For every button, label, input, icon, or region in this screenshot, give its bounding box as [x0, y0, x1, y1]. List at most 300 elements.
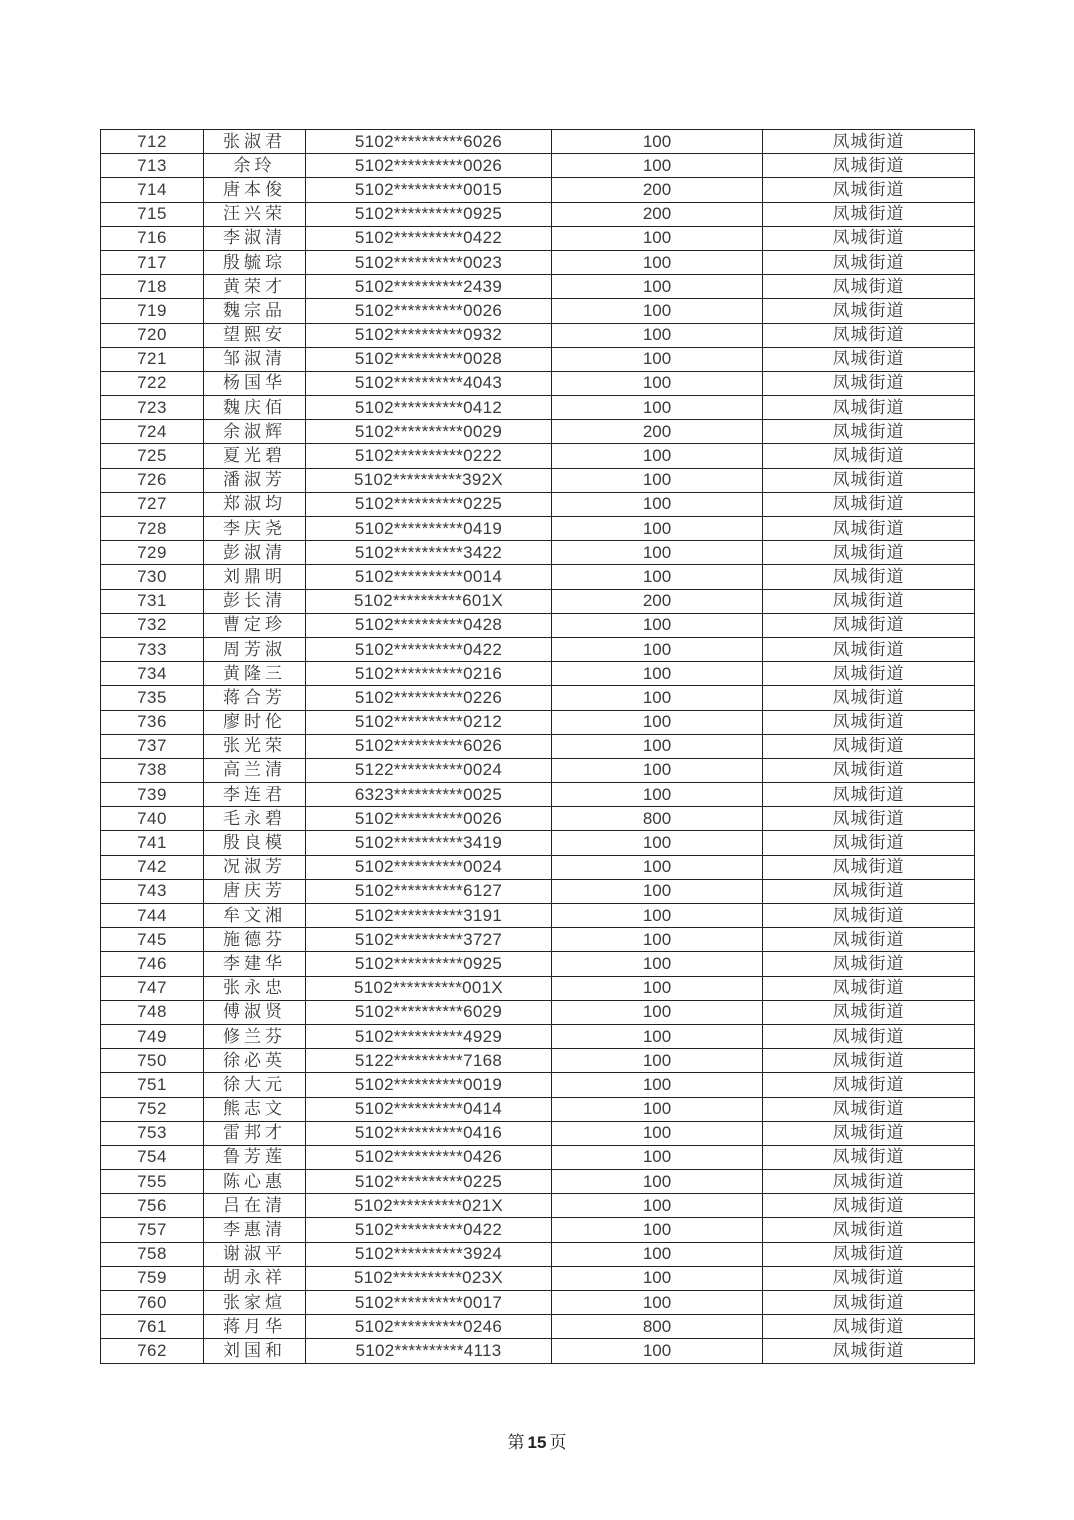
amount-cell: 100	[552, 299, 763, 323]
street-cell: 凤城街道	[763, 541, 975, 565]
name-cell: 况淑芳	[204, 855, 306, 879]
street-cell: 凤城街道	[763, 1315, 975, 1339]
id-number-cell: 5102**********0026	[306, 807, 552, 831]
row-number-cell: 746	[101, 952, 204, 976]
row-number-cell: 748	[101, 1000, 204, 1024]
amount-cell: 100	[552, 928, 763, 952]
id-number-cell: 5102**********3191	[306, 904, 552, 928]
amount-cell: 800	[552, 1315, 763, 1339]
name-cell: 郑淑均	[204, 492, 306, 516]
name-cell: 张淑君	[204, 130, 306, 154]
name-cell: 蒋月华	[204, 1315, 306, 1339]
table-row	[101, 904, 975, 928]
row-number-cell: 731	[101, 589, 204, 613]
amount-cell: 100	[552, 541, 763, 565]
id-number-cell: 5102**********0925	[306, 952, 552, 976]
table-row	[101, 807, 975, 831]
id-number-cell: 5102**********3419	[306, 831, 552, 855]
row-number-cell: 738	[101, 758, 204, 782]
id-number-cell: 5102**********0225	[306, 492, 552, 516]
id-number-cell: 5102**********0426	[306, 1145, 552, 1169]
id-number-cell: 5102**********0015	[306, 178, 552, 202]
amount-cell: 100	[552, 710, 763, 734]
id-number-cell: 5102**********6026	[306, 734, 552, 758]
amount-cell: 100	[552, 226, 763, 250]
name-cell: 徐大元	[204, 1073, 306, 1097]
amount-cell: 100	[552, 879, 763, 903]
street-cell: 凤城街道	[763, 1170, 975, 1194]
page-footer-prefix: 第	[507, 1433, 525, 1453]
amount-cell: 100	[552, 855, 763, 879]
name-cell: 周芳淑	[204, 637, 306, 661]
street-cell: 凤城街道	[763, 299, 975, 323]
table-row	[101, 1339, 975, 1363]
row-number-cell: 715	[101, 202, 204, 226]
amount-cell: 100	[552, 783, 763, 807]
table-row	[101, 1000, 975, 1024]
page-footer-suffix: 页	[549, 1433, 567, 1453]
row-number-cell: 717	[101, 250, 204, 274]
street-cell: 凤城街道	[763, 178, 975, 202]
amount-cell: 100	[552, 1339, 763, 1363]
id-number-cell: 5102**********392X	[306, 468, 552, 492]
id-number-cell: 5102**********0017	[306, 1291, 552, 1315]
amount-cell: 100	[552, 1024, 763, 1048]
id-number-cell: 5102**********6127	[306, 879, 552, 903]
street-cell: 凤城街道	[763, 879, 975, 903]
id-number-cell: 5102**********023X	[306, 1266, 552, 1290]
street-cell: 凤城街道	[763, 226, 975, 250]
name-cell: 鲁芳莲	[204, 1145, 306, 1169]
table-row	[101, 178, 975, 202]
amount-cell: 100	[552, 371, 763, 395]
row-number-cell: 722	[101, 371, 204, 395]
table-row	[101, 1049, 975, 1073]
row-number-cell: 718	[101, 275, 204, 299]
street-cell: 凤城街道	[763, 589, 975, 613]
id-number-cell: 5102**********0216	[306, 662, 552, 686]
row-number-cell: 714	[101, 178, 204, 202]
row-number-cell: 742	[101, 855, 204, 879]
table-row	[101, 565, 975, 589]
row-number-cell: 739	[101, 783, 204, 807]
amount-cell: 100	[552, 468, 763, 492]
table-row	[101, 468, 975, 492]
table-row	[101, 202, 975, 226]
name-cell: 邹淑清	[204, 347, 306, 371]
table-row	[101, 928, 975, 952]
street-cell: 凤城街道	[763, 1073, 975, 1097]
name-cell: 施德芬	[204, 928, 306, 952]
row-number-cell: 740	[101, 807, 204, 831]
table-row	[101, 710, 975, 734]
id-number-cell: 5102**********0026	[306, 299, 552, 323]
table-row	[101, 250, 975, 274]
table-row	[101, 492, 975, 516]
table-row	[101, 517, 975, 541]
id-number-cell: 5102**********4043	[306, 371, 552, 395]
table-row	[101, 783, 975, 807]
street-cell: 凤城街道	[763, 1049, 975, 1073]
name-cell: 吕在清	[204, 1194, 306, 1218]
row-number-cell: 759	[101, 1266, 204, 1290]
table-row	[101, 831, 975, 855]
table-row	[101, 226, 975, 250]
street-cell: 凤城街道	[763, 275, 975, 299]
page-number: 15	[527, 1433, 547, 1452]
row-number-cell: 744	[101, 904, 204, 928]
id-number-cell: 5102**********0026	[306, 154, 552, 178]
amount-cell: 100	[552, 492, 763, 516]
street-cell: 凤城街道	[763, 347, 975, 371]
name-cell: 李庆尧	[204, 517, 306, 541]
row-number-cell: 733	[101, 637, 204, 661]
street-cell: 凤城街道	[763, 1145, 975, 1169]
street-cell: 凤城街道	[763, 468, 975, 492]
name-cell: 徐必英	[204, 1049, 306, 1073]
id-number-cell: 5102**********2439	[306, 275, 552, 299]
name-cell: 张永忠	[204, 976, 306, 1000]
row-number-cell: 724	[101, 420, 204, 444]
row-number-cell: 736	[101, 710, 204, 734]
table-row	[101, 130, 975, 154]
street-cell: 凤城街道	[763, 686, 975, 710]
amount-cell: 100	[552, 1049, 763, 1073]
street-cell: 凤城街道	[763, 130, 975, 154]
id-number-cell: 5102**********0246	[306, 1315, 552, 1339]
id-number-cell: 5102**********601X	[306, 589, 552, 613]
table-row	[101, 613, 975, 637]
amount-cell: 100	[552, 517, 763, 541]
id-number-cell: 5102**********4113	[306, 1339, 552, 1363]
table-row	[101, 154, 975, 178]
street-cell: 凤城街道	[763, 904, 975, 928]
table-row	[101, 1266, 975, 1290]
amount-cell: 100	[552, 1291, 763, 1315]
name-cell: 唐本俊	[204, 178, 306, 202]
table-row	[101, 1315, 975, 1339]
row-number-cell: 716	[101, 226, 204, 250]
row-number-cell: 735	[101, 686, 204, 710]
row-number-cell: 750	[101, 1049, 204, 1073]
id-number-cell: 5102**********6029	[306, 1000, 552, 1024]
amount-cell: 100	[552, 613, 763, 637]
id-number-cell: 5102**********3924	[306, 1242, 552, 1266]
row-number-cell: 728	[101, 517, 204, 541]
table-row	[101, 1194, 975, 1218]
amount-cell: 100	[552, 1266, 763, 1290]
row-number-cell: 719	[101, 299, 204, 323]
street-cell: 凤城街道	[763, 371, 975, 395]
name-cell: 高兰清	[204, 758, 306, 782]
id-number-cell: 5102**********0019	[306, 1073, 552, 1097]
id-number-cell: 5102**********3727	[306, 928, 552, 952]
id-number-cell: 5102**********0222	[306, 444, 552, 468]
table-row	[101, 1291, 975, 1315]
id-number-cell: 5102**********0024	[306, 855, 552, 879]
table-row	[101, 686, 975, 710]
name-cell: 黄荣才	[204, 275, 306, 299]
street-cell: 凤城街道	[763, 783, 975, 807]
row-number-cell: 743	[101, 879, 204, 903]
table-row	[101, 1121, 975, 1145]
table-row	[101, 420, 975, 444]
id-number-cell: 5122**********0024	[306, 758, 552, 782]
name-cell: 李连君	[204, 783, 306, 807]
amount-cell: 100	[552, 976, 763, 1000]
name-cell: 李惠清	[204, 1218, 306, 1242]
row-number-cell: 745	[101, 928, 204, 952]
name-cell: 刘鼎明	[204, 565, 306, 589]
table-row	[101, 444, 975, 468]
id-number-cell: 5102**********0226	[306, 686, 552, 710]
table-body	[101, 130, 975, 1364]
name-cell: 傅淑贤	[204, 1000, 306, 1024]
table-row	[101, 347, 975, 371]
amount-cell: 200	[552, 202, 763, 226]
amount-cell: 100	[552, 275, 763, 299]
beneficiary-table	[100, 129, 975, 1364]
name-cell: 胡永祥	[204, 1266, 306, 1290]
table-row	[101, 299, 975, 323]
row-number-cell: 752	[101, 1097, 204, 1121]
table-row	[101, 396, 975, 420]
table-row	[101, 758, 975, 782]
id-number-cell: 5102**********0212	[306, 710, 552, 734]
name-cell: 魏宗品	[204, 299, 306, 323]
amount-cell: 100	[552, 1145, 763, 1169]
amount-cell: 100	[552, 952, 763, 976]
name-cell: 熊志文	[204, 1097, 306, 1121]
id-number-cell: 5102**********001X	[306, 976, 552, 1000]
street-cell: 凤城街道	[763, 1024, 975, 1048]
name-cell: 彭长清	[204, 589, 306, 613]
street-cell: 凤城街道	[763, 952, 975, 976]
amount-cell: 100	[552, 1000, 763, 1024]
id-number-cell: 5102**********0414	[306, 1097, 552, 1121]
row-number-cell: 756	[101, 1194, 204, 1218]
name-cell: 张家煊	[204, 1291, 306, 1315]
id-number-cell: 5102**********4929	[306, 1024, 552, 1048]
street-cell: 凤城街道	[763, 976, 975, 1000]
street-cell: 凤城街道	[763, 565, 975, 589]
street-cell: 凤城街道	[763, 420, 975, 444]
row-number-cell: 712	[101, 130, 204, 154]
id-number-cell: 5102**********0023	[306, 250, 552, 274]
id-number-cell: 5102**********0225	[306, 1170, 552, 1194]
name-cell: 陈心惠	[204, 1170, 306, 1194]
street-cell: 凤城街道	[763, 517, 975, 541]
name-cell: 杨国华	[204, 371, 306, 395]
row-number-cell: 762	[101, 1339, 204, 1363]
amount-cell: 100	[552, 1073, 763, 1097]
row-number-cell: 747	[101, 976, 204, 1000]
row-number-cell: 761	[101, 1315, 204, 1339]
name-cell: 夏光碧	[204, 444, 306, 468]
street-cell: 凤城街道	[763, 202, 975, 226]
name-cell: 余玲	[204, 154, 306, 178]
amount-cell: 100	[552, 323, 763, 347]
amount-cell: 100	[552, 1097, 763, 1121]
street-cell: 凤城街道	[763, 831, 975, 855]
name-cell: 彭淑清	[204, 541, 306, 565]
name-cell: 张光荣	[204, 734, 306, 758]
row-number-cell: 754	[101, 1145, 204, 1169]
amount-cell: 100	[552, 1170, 763, 1194]
name-cell: 黄隆三	[204, 662, 306, 686]
street-cell: 凤城街道	[763, 1194, 975, 1218]
id-number-cell: 5102**********0428	[306, 613, 552, 637]
name-cell: 望熙安	[204, 323, 306, 347]
id-number-cell: 5102**********0028	[306, 347, 552, 371]
amount-cell: 100	[552, 130, 763, 154]
table-row	[101, 1097, 975, 1121]
street-cell: 凤城街道	[763, 1291, 975, 1315]
street-cell: 凤城街道	[763, 662, 975, 686]
amount-cell: 100	[552, 662, 763, 686]
row-number-cell: 721	[101, 347, 204, 371]
amount-cell: 100	[552, 154, 763, 178]
id-number-cell: 5102**********0925	[306, 202, 552, 226]
name-cell: 李建华	[204, 952, 306, 976]
name-cell: 余淑辉	[204, 420, 306, 444]
row-number-cell: 720	[101, 323, 204, 347]
row-number-cell: 727	[101, 492, 204, 516]
table-row	[101, 879, 975, 903]
street-cell: 凤城街道	[763, 928, 975, 952]
table-row	[101, 1024, 975, 1048]
amount-cell: 100	[552, 1121, 763, 1145]
amount-cell: 100	[552, 1218, 763, 1242]
amount-cell: 100	[552, 637, 763, 661]
amount-cell: 100	[552, 831, 763, 855]
page-footer	[0, 1428, 1074, 1453]
name-cell: 殷良模	[204, 831, 306, 855]
id-number-cell: 6323**********0025	[306, 783, 552, 807]
amount-cell: 100	[552, 1242, 763, 1266]
name-cell: 修兰芬	[204, 1024, 306, 1048]
amount-cell: 100	[552, 1194, 763, 1218]
street-cell: 凤城街道	[763, 1000, 975, 1024]
street-cell: 凤城街道	[763, 1242, 975, 1266]
amount-cell: 100	[552, 444, 763, 468]
row-number-cell: 713	[101, 154, 204, 178]
street-cell: 凤城街道	[763, 444, 975, 468]
street-cell: 凤城街道	[763, 1121, 975, 1145]
street-cell: 凤城街道	[763, 613, 975, 637]
street-cell: 凤城街道	[763, 154, 975, 178]
table-row	[101, 855, 975, 879]
table-row	[101, 1218, 975, 1242]
row-number-cell: 732	[101, 613, 204, 637]
name-cell: 廖时伦	[204, 710, 306, 734]
id-number-cell: 5102**********021X	[306, 1194, 552, 1218]
row-number-cell: 723	[101, 396, 204, 420]
row-number-cell: 758	[101, 1242, 204, 1266]
street-cell: 凤城街道	[763, 1266, 975, 1290]
amount-cell: 200	[552, 589, 763, 613]
table-row	[101, 371, 975, 395]
name-cell: 牟文湘	[204, 904, 306, 928]
amount-cell: 100	[552, 686, 763, 710]
name-cell: 刘国和	[204, 1339, 306, 1363]
table-row	[101, 976, 975, 1000]
street-cell: 凤城街道	[763, 323, 975, 347]
table-row	[101, 1170, 975, 1194]
row-number-cell: 749	[101, 1024, 204, 1048]
table-row	[101, 275, 975, 299]
table-row	[101, 1242, 975, 1266]
row-number-cell: 760	[101, 1291, 204, 1315]
street-cell: 凤城街道	[763, 1339, 975, 1363]
id-number-cell: 5102**********0422	[306, 1218, 552, 1242]
name-cell: 汪兴荣	[204, 202, 306, 226]
name-cell: 曹定珍	[204, 613, 306, 637]
name-cell: 魏庆佰	[204, 396, 306, 420]
id-number-cell: 5102**********0419	[306, 517, 552, 541]
street-cell: 凤城街道	[763, 396, 975, 420]
amount-cell: 100	[552, 396, 763, 420]
row-number-cell: 730	[101, 565, 204, 589]
id-number-cell: 5102**********0029	[306, 420, 552, 444]
table-row	[101, 323, 975, 347]
id-number-cell: 5102**********0416	[306, 1121, 552, 1145]
street-cell: 凤城街道	[763, 710, 975, 734]
street-cell: 凤城街道	[763, 734, 975, 758]
id-number-cell: 5102**********0412	[306, 396, 552, 420]
street-cell: 凤城街道	[763, 492, 975, 516]
name-cell: 蒋合芳	[204, 686, 306, 710]
amount-cell: 100	[552, 758, 763, 782]
street-cell: 凤城街道	[763, 1097, 975, 1121]
table-row	[101, 589, 975, 613]
amount-cell: 100	[552, 250, 763, 274]
street-cell: 凤城街道	[763, 637, 975, 661]
row-number-cell: 737	[101, 734, 204, 758]
id-number-cell: 5102**********0014	[306, 565, 552, 589]
table-row	[101, 1073, 975, 1097]
street-cell: 凤城街道	[763, 855, 975, 879]
table-row	[101, 662, 975, 686]
id-number-cell: 5102**********6026	[306, 130, 552, 154]
row-number-cell: 725	[101, 444, 204, 468]
amount-cell: 200	[552, 420, 763, 444]
name-cell: 潘淑芳	[204, 468, 306, 492]
id-number-cell: 5102**********0422	[306, 637, 552, 661]
name-cell: 雷邦才	[204, 1121, 306, 1145]
row-number-cell: 755	[101, 1170, 204, 1194]
table-row	[101, 541, 975, 565]
amount-cell: 100	[552, 347, 763, 371]
amount-cell: 100	[552, 565, 763, 589]
amount-cell: 100	[552, 734, 763, 758]
street-cell: 凤城街道	[763, 758, 975, 782]
street-cell: 凤城街道	[763, 250, 975, 274]
row-number-cell: 751	[101, 1073, 204, 1097]
table-row	[101, 952, 975, 976]
row-number-cell: 757	[101, 1218, 204, 1242]
row-number-cell: 729	[101, 541, 204, 565]
table-row	[101, 734, 975, 758]
id-number-cell: 5122**********7168	[306, 1049, 552, 1073]
street-cell: 凤城街道	[763, 807, 975, 831]
table-row	[101, 1145, 975, 1169]
street-cell: 凤城街道	[763, 1218, 975, 1242]
row-number-cell: 726	[101, 468, 204, 492]
id-number-cell: 5102**********0422	[306, 226, 552, 250]
name-cell: 谢淑平	[204, 1242, 306, 1266]
row-number-cell: 734	[101, 662, 204, 686]
